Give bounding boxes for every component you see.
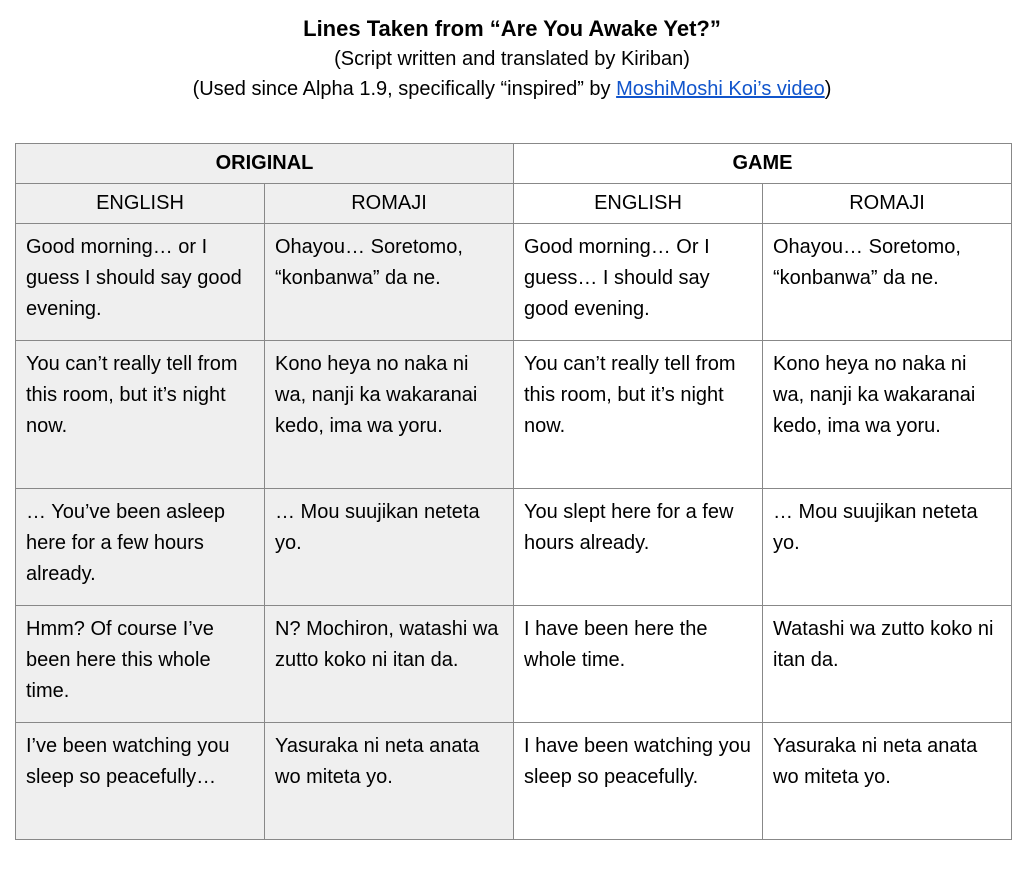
original-romaji-cell: … Mou suujikan neteta yo. xyxy=(265,489,514,606)
column-header-row xyxy=(16,184,1012,224)
original-romaji-cell: Ohayou… Soretomo, “konbanwa” da ne. xyxy=(265,224,514,341)
table-row xyxy=(16,489,1012,606)
lines-table xyxy=(15,143,1012,840)
column-header-original-english: ENGLISH xyxy=(16,184,265,224)
usage-prefix: (Used since Alpha 1.9, specifically “inspired” by xyxy=(192,78,617,100)
usage-line xyxy=(0,74,1024,104)
group-header-row xyxy=(16,144,1012,184)
game-english-cell: I have been watching you sleep so peacefully. xyxy=(514,723,763,840)
column-header-original-romaji: ROMAJI xyxy=(265,184,514,224)
table-row xyxy=(16,224,1012,341)
table-row xyxy=(16,723,1012,840)
game-english-cell: I have been here the whole time. xyxy=(514,606,763,723)
table-row xyxy=(16,341,1012,489)
original-english-cell: Hmm? Of course I’ve been here this whole time. xyxy=(16,606,265,723)
game-romaji-cell: Ohayou… Soretomo, “konbanwa” da ne. xyxy=(763,224,1012,341)
original-english-cell: Good morning… or I guess I should say good evening. xyxy=(16,224,265,341)
original-romaji-cell: N? Mochiron, watashi wa zutto koko ni itan da. xyxy=(265,606,514,723)
game-romaji-cell: Kono heya no naka ni wa, nanji ka wakaranai kedo, ima wa yoru. xyxy=(763,341,1012,489)
game-romaji-cell: Yasuraka ni neta anata wo miteta yo. xyxy=(763,723,1012,840)
original-group-header: ORIGINAL xyxy=(16,144,514,184)
column-header-game-romaji: ROMAJI xyxy=(763,184,1012,224)
game-english-cell: You slept here for a few hours already. xyxy=(514,489,763,606)
video-link[interactable]: MoshiMoshi Koi’s video xyxy=(616,78,825,100)
game-group-header: GAME xyxy=(514,144,1012,184)
usage-suffix: ) xyxy=(824,78,832,100)
original-english-cell: You can’t really tell from this room, but it’s night now. xyxy=(16,341,265,489)
document-title: Lines Taken from “Are You Awake Yet?” xyxy=(303,16,721,41)
table-row xyxy=(16,606,1012,723)
document-header xyxy=(0,14,1024,104)
original-english-cell: I’ve been watching you sleep so peacefully… xyxy=(16,723,265,840)
game-english-cell: Good morning… Or I guess… I should say good evening. xyxy=(514,224,763,341)
column-header-game-english: ENGLISH xyxy=(514,184,763,224)
original-english-cell: … You’ve been asleep here for a few hours already. xyxy=(16,489,265,606)
game-romaji-cell: Watashi wa zutto koko ni itan da. xyxy=(763,606,1012,723)
game-english-cell: You can’t really tell from this room, but it’s night now. xyxy=(514,341,763,489)
original-romaji-cell: Yasuraka ni neta anata wo miteta yo. xyxy=(265,723,514,840)
original-romaji-cell: Kono heya no naka ni wa, nanji ka wakaranai kedo, ima wa yoru. xyxy=(265,341,514,489)
game-romaji-cell: … Mou suujikan neteta yo. xyxy=(763,489,1012,606)
credit-line: (Script written and translated by Kiriban) xyxy=(334,48,690,70)
